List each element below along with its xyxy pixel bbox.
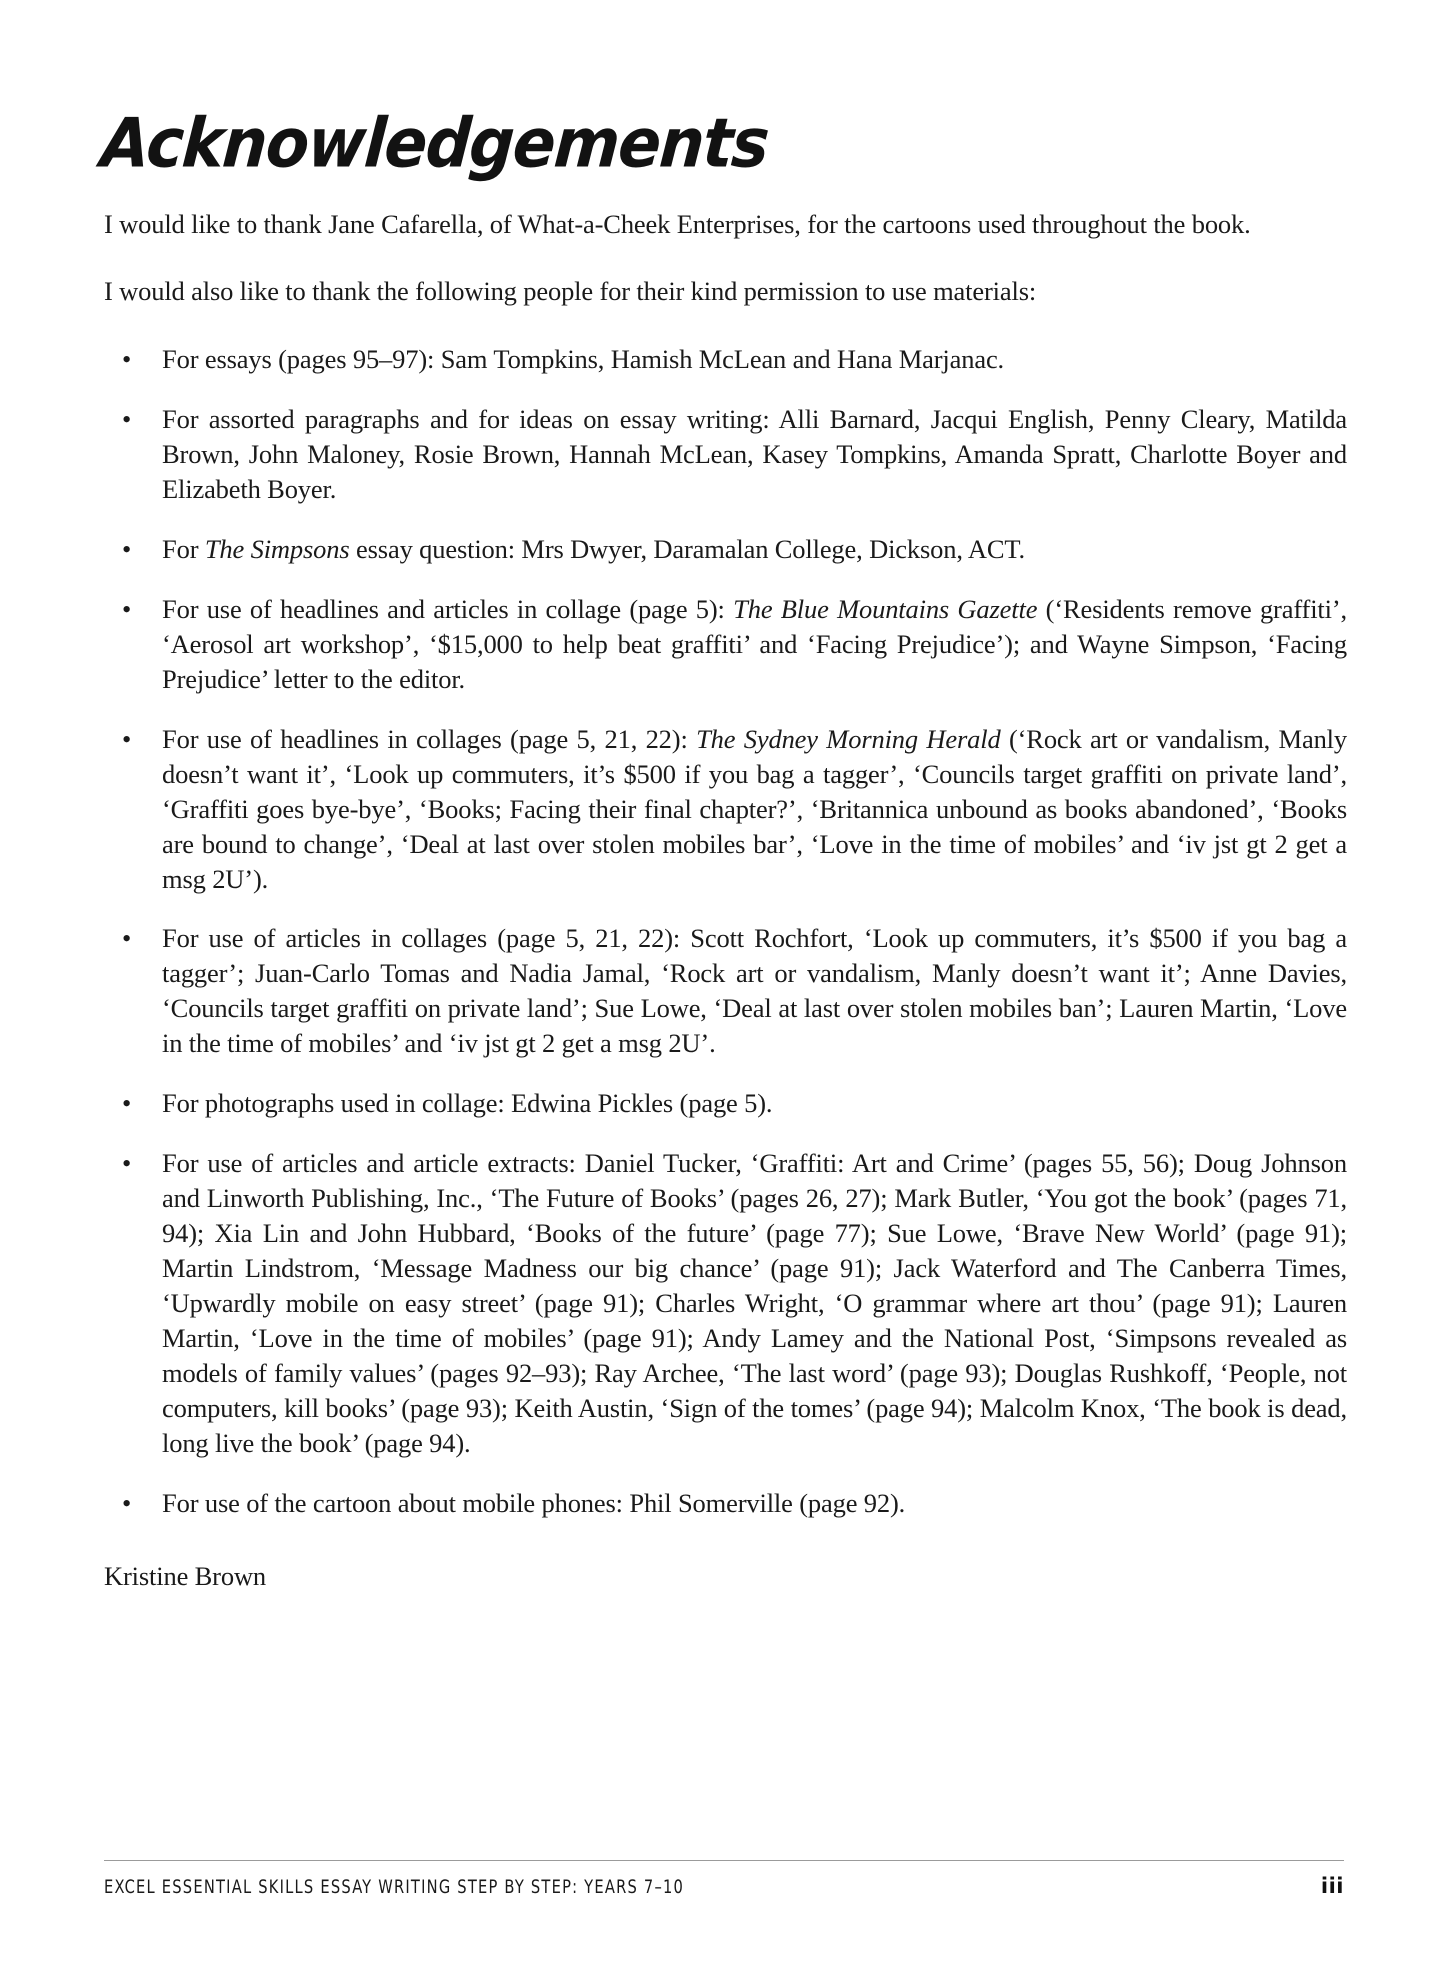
bullet-icon: • bbox=[122, 1148, 132, 1179]
list-item-text-suffix: (‘Residents remove graffiti’, ‘Aerosol art workshop’, ‘$15,000 to help beat graffiti’ and ‘Facing Prejudice’); and Wayne Simpson, ‘Facing Prejudice’ letter to the editor. bbox=[162, 593, 1348, 694]
intro-paragraph-1: I would like to thank Jane Cafarella, of What-a-Cheek Enterprises, for the cartoons used throughout the book. bbox=[104, 209, 1251, 239]
list-item-extracts bbox=[104, 1146, 1347, 1461]
acknowledgements-list bbox=[104, 342, 1347, 1521]
intro-paragraph-2: I would also like to thank the following people for their kind permission to use materials: bbox=[104, 276, 1037, 307]
italic-title: The Sydney Morning Herald bbox=[696, 723, 1001, 754]
bullet-icon: • bbox=[122, 1088, 132, 1119]
list-item-text: For assorted paragraphs and for ideas on essay writing: Alli Barnard, Jacqui English, Penny Cleary, Matilda Brown, John Maloney, Rosie Brown, Hannah McLean, Kasey Tompkins, Amanda Spratt, Charlotte Boyer and Elizabeth Boyer. bbox=[162, 403, 1347, 504]
list-item-articles-collages bbox=[104, 921, 1347, 1061]
page-title: Acknowledgements bbox=[98, 104, 771, 184]
list-item-text: For essays (pages 95–97): Sam Tompkins, Hamish McLean and Hana Marjanac. bbox=[162, 343, 1005, 374]
author-signature: Kristine Brown bbox=[104, 1561, 267, 1591]
list-item-simpsons bbox=[104, 532, 1347, 567]
list-item-gazette bbox=[104, 592, 1347, 697]
list-item-cartoon bbox=[104, 1486, 1347, 1521]
bullet-icon: • bbox=[122, 593, 132, 624]
footer-divider bbox=[104, 1860, 1344, 1861]
list-item-text: For photographs used in collage: Edwina Pickles (page 5). bbox=[162, 1088, 773, 1119]
list-item-paragraphs bbox=[104, 402, 1347, 507]
list-item-text-prefix: For use of headlines in collages (page 5, 21, 22): bbox=[162, 723, 697, 754]
italic-title: The Simpsons bbox=[204, 533, 350, 564]
footer-book-title: EXCEL ESSENTIAL SKILLS ESSAY WRITING STEP BY STEP: YEARS 7–10 bbox=[104, 1877, 685, 1898]
list-item-text-prefix: For use of headlines and articles in collage (page 5): bbox=[162, 593, 734, 624]
list-item-text: For use of articles in collages (page 5, 21, 22): Scott Rochfort, ‘Look up commuters, it’s $500 if you bag a tagger’; Juan-Carlo Tomas and Nadia Jamal, ‘Rock art or vandalism, Manly doesn’t want it’; Anne Davies, ‘Councils target graffiti on private land’; Sue Lowe, ‘Deal at last over stolen mobiles ban’; Lauren Martin, ‘Love in the time of mobiles’ and ‘iv jst gt 2 get a msg 2U’. bbox=[162, 923, 1347, 1059]
acknowledgements-body bbox=[104, 207, 1347, 1521]
list-item-text-prefix: For bbox=[162, 533, 205, 564]
bullet-icon: • bbox=[122, 343, 132, 374]
bullet-icon: • bbox=[122, 923, 132, 954]
list-item-photographs bbox=[104, 1086, 1347, 1121]
list-item-text: For use of the cartoon about mobile phones: Phil Somerville (page 92). bbox=[162, 1488, 906, 1519]
italic-title: The Blue Mountains Gazette bbox=[733, 593, 1038, 624]
list-item-essays bbox=[104, 342, 1347, 377]
footer-page-number: iii bbox=[1320, 1874, 1344, 1898]
list-item-text: For use of articles and article extracts: Daniel Tucker, ‘Graffiti: Art and Crime’ (pages 55, 56); Doug Johnson and Linworth Publishing, Inc., ‘The Future of Books’ (pages 26, 27); Mark Butler, ‘You got the book’ (pages 71, 94); Xia Lin and John Hubbard, ‘Books of the future’ (page 77); Sue Lowe, ‘Brave New World’ (page 91); Martin Lindstrom, ‘Message Madness our big chance’ (page 91); Jack Waterford and The Canberra Times, ‘Upwardly mobile on easy street’ (page 91); Charles Wright, ‘O grammar where art thou’ (page 91); Lauren Martin, ‘Love in the time of mobiles’ (page 91); Andy Lamey and the National Post, ‘Simpsons revealed as models of family values’ (pages 92–93); Ray Archee, ‘The last word’ (page 93); Douglas Rushkoff, ‘People, not computers, kill books’ (page 93); Keith Austin, ‘Sign of the tomes’ (page 94); Malcolm Knox, ‘The book is dead, long live the book’ (page 94). bbox=[162, 1148, 1347, 1459]
list-item-smh bbox=[104, 722, 1347, 897]
page-footer bbox=[104, 1860, 1344, 1898]
list-item-text-suffix: (‘Rock art or vandalism, Manly doesn’t want it’, ‘Look up commuters, it’s $500 if you bag a tagger’, ‘Councils target graffiti on private land’, ‘Graffiti goes bye-bye’, ‘Books; Facing their final chapter?’, ‘Britannica unbound as books abandoned’, ‘Books are bound to change’, ‘Deal at last over stolen mobiles bar’, ‘Love in the time of mobiles’ and ‘iv jst gt 2 get a msg 2U’). bbox=[162, 723, 1347, 894]
bullet-icon: • bbox=[122, 723, 132, 754]
bullet-icon: • bbox=[122, 533, 132, 564]
bullet-icon: • bbox=[122, 1488, 132, 1519]
bullet-icon: • bbox=[122, 403, 132, 434]
list-item-text-suffix: essay question: Mrs Dwyer, Daramalan College, Dickson, ACT. bbox=[349, 533, 1025, 564]
